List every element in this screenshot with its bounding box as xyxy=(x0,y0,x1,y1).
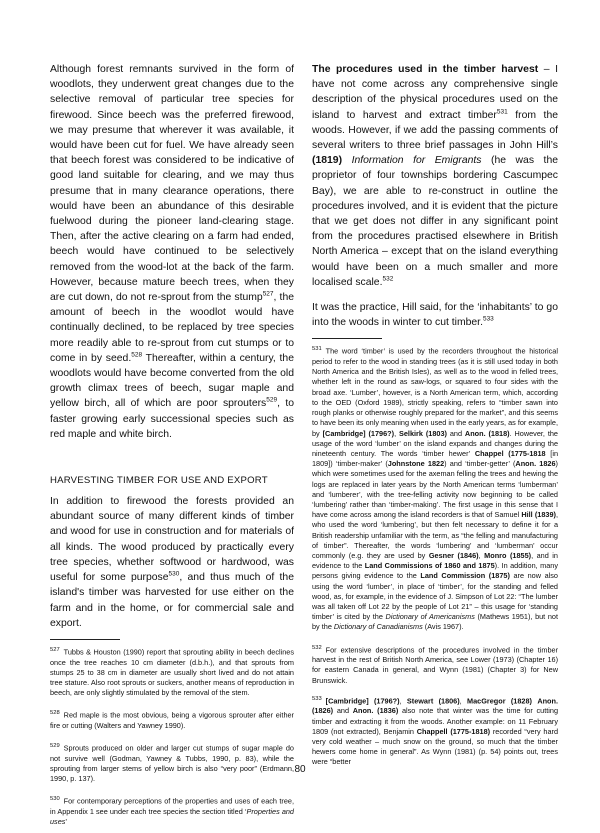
footnote-532: $^{532}$ For extensive descriptions of the procedures involved in the timber harvest in the rest of British North America, see Lower (1973) (Chapter 16) for eastern Canada in general, and Wynn (1981) (Chapter 3) for New Brunswick. xyxy=(312,644,558,685)
footnote-ref-527: 527 xyxy=(262,290,274,298)
right-column xyxy=(312,62,558,774)
footnote-529: $^{529}$ Sprouts produced on older and larger cut stumps of sugar maple do not survive well (Godman, Yawney & Tubbs, 1990, p. 83), while the sprouting from larger stems of yellow birch is also “very poor” (Erdmann, 1990, p. 137). xyxy=(50,743,294,784)
footnote-530: $^{530}$ For contemporary perceptions of the properties and uses of each tree, in Appendix 1 see under each tree species the section titled ‘Properties and uses’ xyxy=(50,796,294,827)
footnote-528: $^{528}$ Red maple is the most obvious, being a vigorous sprouter after either fire or cutting (Walters and Yawney 1990). xyxy=(50,710,294,730)
footnote-ref-528: 528 xyxy=(131,351,143,359)
footnote-divider xyxy=(312,338,382,339)
left-column xyxy=(50,62,294,833)
paragraph-procedures: The procedures used in the timber harvest – I have not come across any comprehensive single description of the physical procedures used on the island to harvest and extract timber$^{531}$ from the woods. However, if we add the passing comments of several writers to three brief passages in John Hill’s (1819) Information for Emigrants (he was the proprietor of four townships bordering Cascumpec Bay), we are able to re-construct in outline the procedures involved, and it is evident that the picture that we get does not differ in any significant point from the procedures practised elsewhere in British North America – except that on the island everything would have been on a much smaller and more localised scale.$^{532}$ xyxy=(312,64,558,288)
footnote-ref-531: 531 xyxy=(496,108,508,116)
run-in-heading: The procedures used in the timber harvest xyxy=(312,64,539,75)
page-number: 80 xyxy=(294,764,306,775)
section-heading: HARVESTING TIMBER FOR USE AND EXPORT xyxy=(50,475,268,487)
footnote-ref-529: 529 xyxy=(266,397,278,404)
paragraph-harvesting: In addition to firewood the forests provided an abundant source of many different kinds of timber and wood for use in construction and for materials of all kinds. The wood produced by practically every tree species, whether softwood or hardwood, was useful for some purpose$^{530}$, and thus much of the island's timber was harvested for use either on the farm and in the home, or for commercial sale and export. xyxy=(50,496,294,629)
paragraph-winter-cutting: It was the practice, Hill said, for the ‘inhabitants’ to go into the woods in winter to cut timber.$^{533}$ xyxy=(312,302,558,329)
paragraph-firewood: Although forest remnants survived in the form of woodlots, they underwent great changes due to the selective removal of particular tree species for firewood. Since beech was the preferred firewood, we may presume that wherever it was available, it would have been cut for fuel. We have already seen that beech forest was considered to be indicative of good land suitable for clearing, and we may thus presume that in many clearance operations, there would have been an abundance of this desirable fuelwood during the pioneer land-clearing stage. Then, after the active clearing on a farm had ended, beech would have continued to be selectively removed from the wood-lot at the back of the farm. However, because mature beech trees, when they are cut down, do not re-sprout from the stump$^{527}$, the amount of beech in the woodlot would have continually declined, to be replaced by tree species more readily able to re-sprout from cut stumps or to come in by seed.$^{528}$ Thereafter, within a century, the woodlots would have become converted from the old growth climax trees of beech, sugar maple and yellow birch, all of which are poor sprouters$^{529}$, to faster growing early successional species such as red maple and white birch. xyxy=(50,64,294,440)
footnote-531: $^{531}$ The word ‘timber’ is used by the recorders throughout the historical period to refer to the wood in standing trees (as it is still used today in both North America and the British Isles), as well as to the wood in felled trees, whether left in the round as saw-logs, or squared to four sides with the broad axe. ‘Lumber’, however, is a North American term, which, according to the OED (Oxford 1989), strictly speaking, refers to “timber sawn into rough planks or otherwise roughly prepared for the market”, and this seems to have been its only meaning when used in the early years, as for example, by [Cambridge] (1796?), Selkirk (1803) and Anon. (1818). However, the usage of the word ‘lumber’ on the island expands and changes during the nineteenth century. The words ‘timber hewer’ Chappel (1775-1818 [in 1809]) ‘timber-maker’ (Johnstone 1822) and ‘timber-getter’ (Anon. 1826) which were sometimes used for the axeman felling the trees and hewing the logs are replaced in later years by the North American terms ‘lumberman’ and ‘lumberer’, with the tree-felling activity now beginning to be called ‘lumbering’ rather than ‘timber-making’. The first usage in this sense that I have come across among the island recorders is that of Samuel Hill (1839), who used the word ‘lumbering’, but then felt necessary to define it for a British readership unfamiliar with the term, as “the felling and manufacturing of timber”. Thereafter, the words ‘lumbering’ and ‘lumberman’ occur commonly (e.g. they are used by Gesner (1846), Monro (1855), and in evidence to the Land Commissions of 1860 and 1875). In addition, many persons giving evidence to the Land Commission (1875) are now also using the word ‘lumber’, in place of ‘timber’, for the standing and felled wood, as, for example, in the evidence of J. Simpson of Lot 22: “The lumber was all taken off Lot 22 by the people of Lot 21” – this usage for ‘standing timber’ is cited by the Dictionary of Americanisms (Mathews 1951), but not by the Dictionary of Canadianisms (Avis 1967). xyxy=(312,346,559,632)
footnote-ref-532: 532 xyxy=(382,275,394,283)
footnote-ref-533: 533 xyxy=(482,315,494,323)
footnote-527: $^{527}$ Tubbs & Houston (1990) report that sprouting ability in beech declines once the tree reaches 10 cm diameter (d.b.h.), and that sprouts from stumps 25 to 38 cm in diameter are usually short lived and do not attain tree stature. Also root sprouts or suckers, another means of reproduction in beech, are only slightly stimulated by the removal of the stem. xyxy=(50,646,294,698)
footnote-ref-530: 530 xyxy=(168,570,180,578)
footnote-533: $^{533}$ [Cambridge] (1796?), Stewart (1806), MacGregor (1828) Anon. (1826) and Anon. (1836) also note that winter was the time for cutting timber and extracting it from the woods. Another example: on 11 February 1809 (not extracted), Benjamin Chappell (1775-1818) recorded “very hard very cold weather – much snow on the ground, so much that the timber hewers come home in general”. As Wynn (1981) (p. 54) points out, trees were “better xyxy=(312,695,559,767)
footnote-divider xyxy=(50,639,120,640)
